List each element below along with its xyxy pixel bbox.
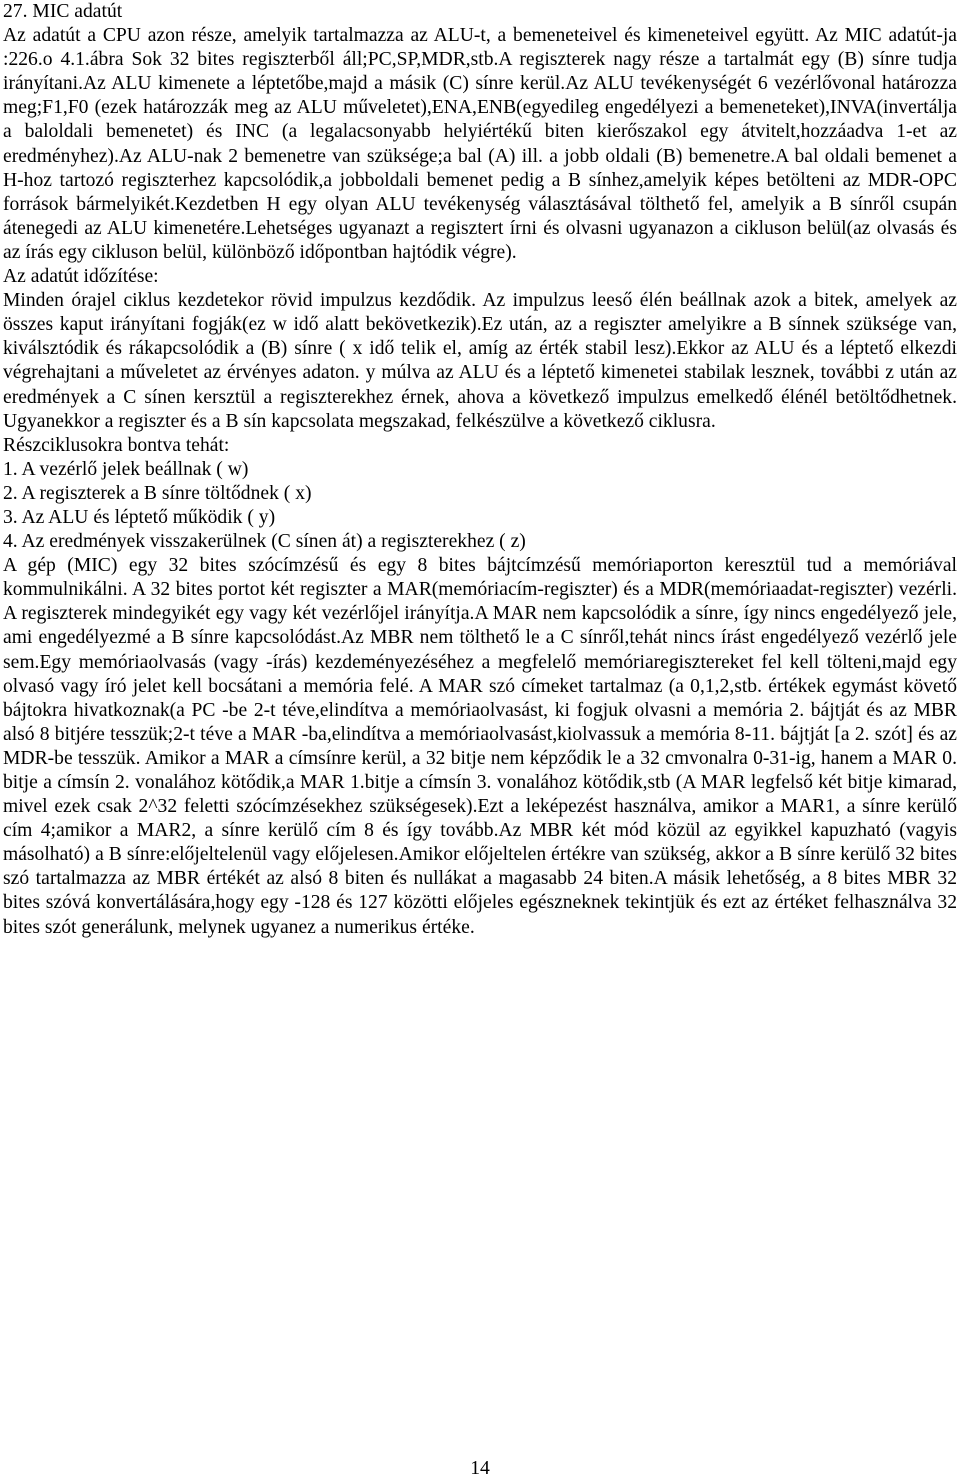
list-item: 1. A vezérlő jelek beállnak ( w) xyxy=(3,458,249,480)
subheading-timing: Az adatút időzítése: xyxy=(3,266,159,288)
subheading-subcycles: Részciklusokra bontva tehát: xyxy=(3,434,230,456)
list-item: 2. A regiszterek a B sínre töltődnek ( x) xyxy=(3,482,312,504)
page-number: 14 xyxy=(470,1458,490,1479)
list-item: 3. Az ALU és léptető működik ( y) xyxy=(3,506,276,528)
body-paragraph-timing: Minden órajel ciklus kezdetekor rövid impulzus kezdődik. Az impulzus leeső élén beállnak azok a bitek, amelyek az összes kaput irányítani fogják(ez w idő alatt bekövetkezik).Ez után, az a regiszter amelyikre a B sínnek szüksége van, kiválsztódik és rákapcsolódik a (B) sínre ( x idő telik el, amíg az érték stabil lesz).Ekkor az ALU és a léptető elkezdi végrehajtani a műveletet az érvényes adaton. y múlva az ALU és a léptető kimenetei stabilak lesznek, további z után az eredmények a C sínen kersztül a regiszterekhez érnek, ahova a következő impulzus emelkedő élénél betöltődhetnek. Ugyanekkor a regiszter és a B sín kapcsolata megszakad, felkészülve a következő ciklusra. xyxy=(3,290,957,432)
section-heading: 27. MIC adatút xyxy=(3,1,123,22)
document-page xyxy=(3,0,957,940)
body-paragraph-memory: A gép (MIC) egy 32 bites szócímzésű és egy 8 bites bájtcímzésű memóriaporton keresztül tud a memóriával kommulnikálni. A 32 bites portot két regiszter a MAR(memóriacím-regiszter) és a MDR(memóriaadat-regiszter) vezérli. A regiszterek mindegyikét egy vagy két vezérlőjel irányítja.A MAR nem kapcsolódik a sínre, így nincs engedélyező jele, ami engedélyezmé a B sínre kapcsolódást.Az MBR nem tölthető le a C sínről,tehát nincs írást engedélyező vezérlő jele sem.Egy memóriaolvasás (vagy -írás) kezdeményezéséhez a megfelelő memóriaregisztereket fel kell tölteni,majd egy olvasó vagy író jelet kell bocsátani a memória felé. A MAR szó címeket tartalmaz (a 0,1,2,stb. értékek egymást követő bájtokra hivatkoznak(a PC -be 2-t téve,elindítva a memóriaolvasást, ki fogjuk olvasni a memória 2. bájtját és az MBR alsó 8 bitjére tesszük;2-t téve a MAR -ba,elindítva a memóriaolvasást,kiolvassuk a memória 8-11. bájtját [a 2. szót] és az MDR-be tesszük. Amikor a MAR a címsínre kerül, a 32 bitje nem képződik le a 32 cmvonalra 0-31-ig, hanem a MAR 0. bitje a címsín 2. vonalához kötődik,a MAR 1.bitje a címsín 3. vonalához kötődik,stb (A MAR legfelső két bitje kimarad, mivel ezek csak 2^32 feletti szócímzésekhez szükségesek).Ezt a leképezést használva, amikor a MAR1, a sínre kerülő cím 4;amikor a MAR2, a sínre kerülő cím 8 és így tovább.Az MBR két mód közül az egyikkel kapuzható (vagyis másolható) a B sínre:előjeltelenül vagy előjelesen.Amikor előjeltelen értékre van szükség, akkor a B sínre kerülő 32 bites szó tartalmazza az MBR értékét az alsó 8 biten és nullákat a magasabb 24 biten.A másik lehetőség, a 8 bites MBR 32 bites szóvá konvertálására,hogy egy -128 és 127 közötti előjeles egészneknek tekintjük és ezt az értéket felhasználva 32 bites szót generálunk, melynek ugyanez a numerikus értéke. xyxy=(3,555,957,938)
body-paragraph-adatut: Az adatút a CPU azon része, amelyik tartalmazza az ALU-t, a bemeneteivel és kimeneteivel együtt. Az MIC adatút-ja :226.o 4.1.ábra Sok 32 bites regiszterből áll;PC,SP,MDR,stb.A regiszterek nagy része a tartalmát egy (B) sínre tudja irányítani.Az ALU kimenete a léptetőbe,majd a másik (C) sínre kerül.Az ALU tevékenységét 6 vezérlővonal határozza meg;F1,F0 (ezek határozzák meg az ALU műveletet),ENA,ENB(egyedileg engedélyezi a bemeneteket),INVA(invertálja a baloldali bemenetet) és INC (a legalacsonyabb helyiértékű biten kierőszakol egy átvitelt,hozzáadva 1-et az eredményhez).Az ALU-nak 2 bemenetre van szüksége;a bal (A) ill. a jobb oldali (B) bemenetre.A bal oldali bemenet a H-hoz tartozó regiszterhez kapcsolódik,a jobboldali bemenet pedig a B sínhez,amelyik képes betölteni az MDR-OPC források bármelyikét.Kezdetben H egy olyan ALU tevékenység választásával tölthető fel, amelyik a B sínről csupán átenegedi az ALU kimenetére.Lehetséges ugyanazt a regisztert írni és olvasni ugyanazon a cikluson belül(az olvasás és az írás egy cikluson belül, különböző időpontban hajtódik végre). xyxy=(3,25,957,263)
list-item: 4. Az eredmények visszakerülnek (C sínen át) a regiszterekhez ( z) xyxy=(3,531,526,553)
